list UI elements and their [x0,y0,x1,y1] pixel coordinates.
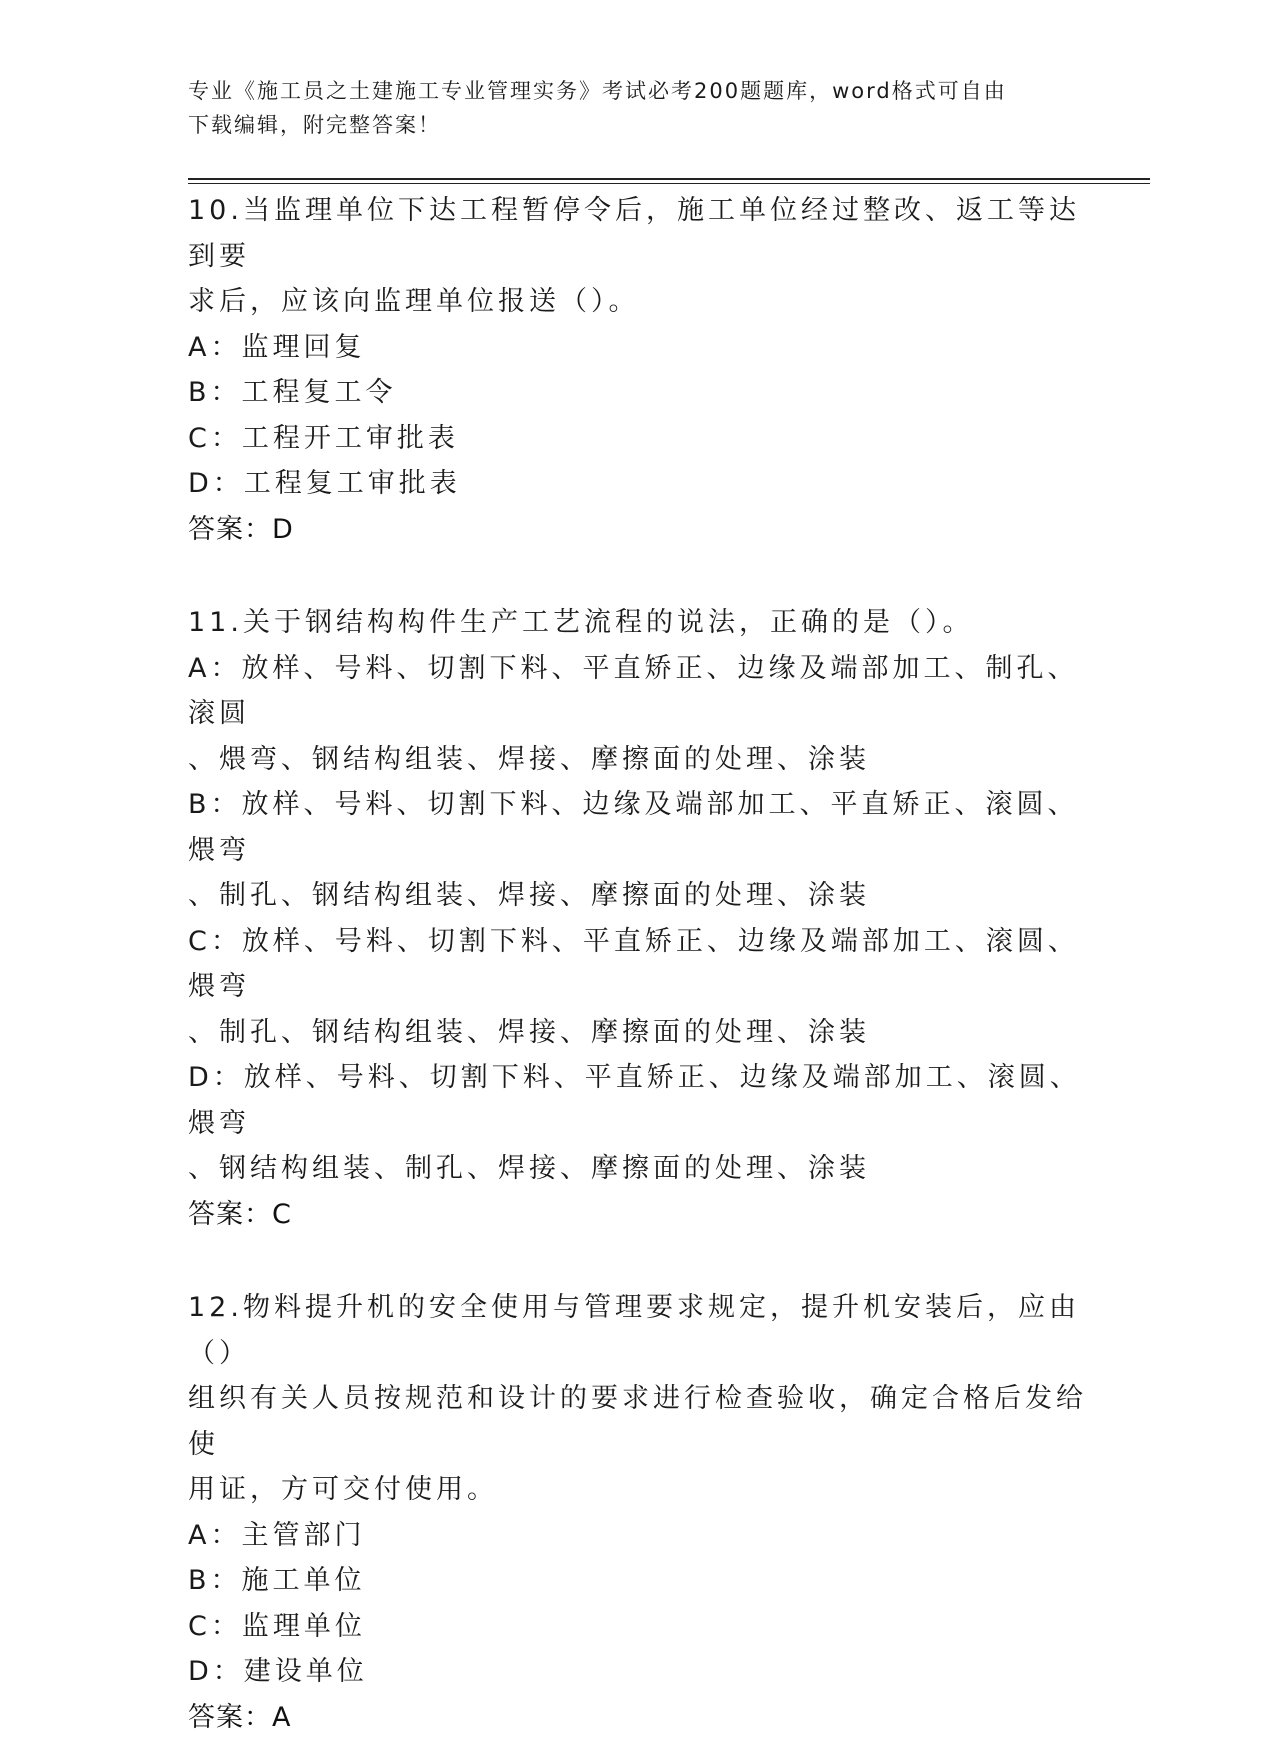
question-stem-line: 求后，应该向监理单位报送（）。 [188,279,1088,325]
question-10 [188,188,1088,552]
question-11 [188,600,1088,1237]
option-c: C：工程开工审批表 [188,416,1088,462]
document-header [188,74,1088,142]
option-c: C：放样、号料、切割下料、平直矫正、边缘及端部加工、滚圆、煨弯 [188,919,1088,1010]
option-d: D：建设单位 [188,1649,1088,1695]
option-b-continued: 、制孔、钢结构组装、焊接、摩擦面的处理、涂装 [188,873,1088,919]
option-d: D：放样、号料、切割下料、平直矫正、边缘及端部加工、滚圆、煨弯 [188,1055,1088,1146]
header-divider-thick [188,178,1150,180]
option-a-continued: 、煨弯、钢结构组装、焊接、摩擦面的处理、涂装 [188,737,1088,783]
option-b: B：施工单位 [188,1558,1088,1604]
question-list [188,188,1088,1740]
option-a: A：监理回复 [188,325,1088,371]
header-divider-thin [188,183,1150,184]
question-stem-line: 11.关于钢结构构件生产工艺流程的说法，正确的是（）。 [188,600,1088,646]
option-a: A：放样、号料、切割下料、平直矫正、边缘及端部加工、制孔、滚圆 [188,646,1088,737]
option-d: D：工程复工审批表 [188,461,1088,507]
question-stem-line: 用证，方可交付使用。 [188,1467,1088,1513]
option-c: C：监理单位 [188,1604,1088,1650]
option-b: B：工程复工令 [188,370,1088,416]
answer-label: 答案：A [188,1695,1088,1740]
option-a: A：主管部门 [188,1513,1088,1559]
answer-label: 答案：C [188,1192,1088,1238]
option-b: B：放样、号料、切割下料、边缘及端部加工、平直矫正、滚圆、煨弯 [188,782,1088,873]
question-stem-line: 组织有关人员按规范和设计的要求进行检查验收，确定合格后发给使 [188,1376,1088,1467]
option-d-continued: 、钢结构组装、制孔、焊接、摩擦面的处理、涂装 [188,1146,1088,1192]
question-stem-line: 12.物料提升机的安全使用与管理要求规定，提升机安装后，应由（） [188,1285,1088,1376]
header-line-1: 专业《施工员之土建施工专业管理实务》考试必考200题题库，word格式可自由 [188,74,1088,108]
question-stem-line: 10.当监理单位下达工程暂停令后，施工单位经过整改、返工等达到要 [188,188,1088,279]
header-line-2: 下载编辑，附完整答案！ [188,108,1088,142]
option-c-continued: 、制孔、钢结构组装、焊接、摩擦面的处理、涂装 [188,1010,1088,1056]
question-12 [188,1285,1088,1740]
answer-label: 答案：D [188,507,1088,553]
